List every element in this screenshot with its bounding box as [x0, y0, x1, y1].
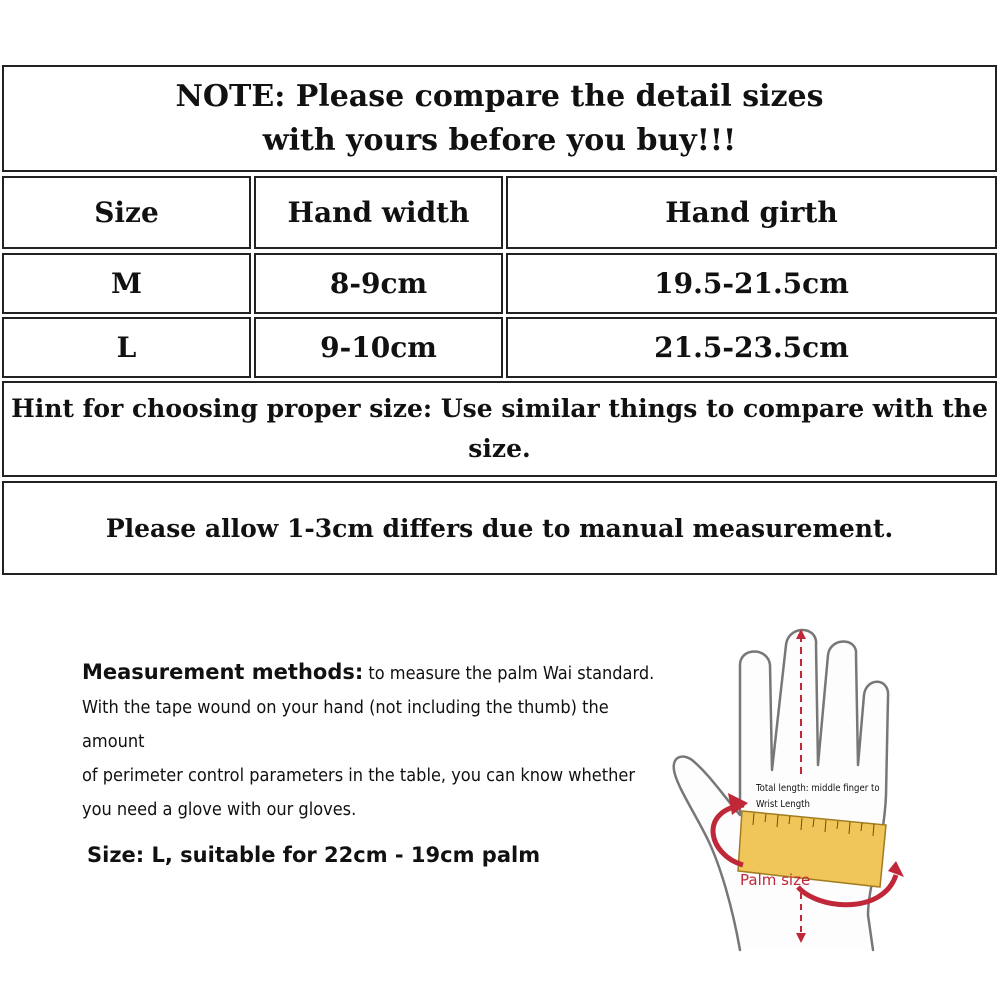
total-length-label: Total length: middle finger to Wrist Length [756, 783, 880, 810]
measurement-tolerance-note: Please allow 1-3cm differs due to manual measurement. [2, 481, 997, 575]
measurement-lead: Measurement methods: [82, 660, 364, 684]
header-size: Size [2, 176, 251, 249]
hand-measurement-figure [668, 625, 968, 955]
row-m-hand-girth: 19.5-21.5cm [506, 253, 997, 314]
row-m-hand-width: 8-9cm [254, 253, 503, 314]
measurement-line-1: to measure the palm Wai standard. [363, 663, 655, 684]
measurement-line-4: you need a glove with our gloves. [82, 799, 357, 820]
row-l-size: L [2, 317, 251, 378]
measurement-line-2: With the tape wound on your hand (not including the thumb) the amount [82, 697, 609, 752]
note-line-1: NOTE: Please compare the detail sizes [175, 78, 824, 114]
measurement-line-3: of perimeter control parameters in the table, you can know whether [82, 765, 635, 786]
measurement-methods [82, 655, 672, 827]
size-hint: Hint for choosing proper size: Use similar things to compare with the size. [2, 381, 997, 477]
header-hand-girth: Hand girth [506, 176, 997, 249]
note-line-2: with yours before you buy!!! [262, 122, 737, 158]
size-recommendation: Size: L, suitable for 22cm - 19cm palm [87, 843, 541, 867]
palm-size-label: Palm size [740, 871, 811, 889]
header-hand-width: Hand width [254, 176, 503, 249]
row-m-size: M [2, 253, 251, 314]
row-l-hand-girth: 21.5-23.5cm [506, 317, 997, 378]
row-l-hand-width: 9-10cm [254, 317, 503, 378]
size-note-banner [2, 65, 997, 172]
